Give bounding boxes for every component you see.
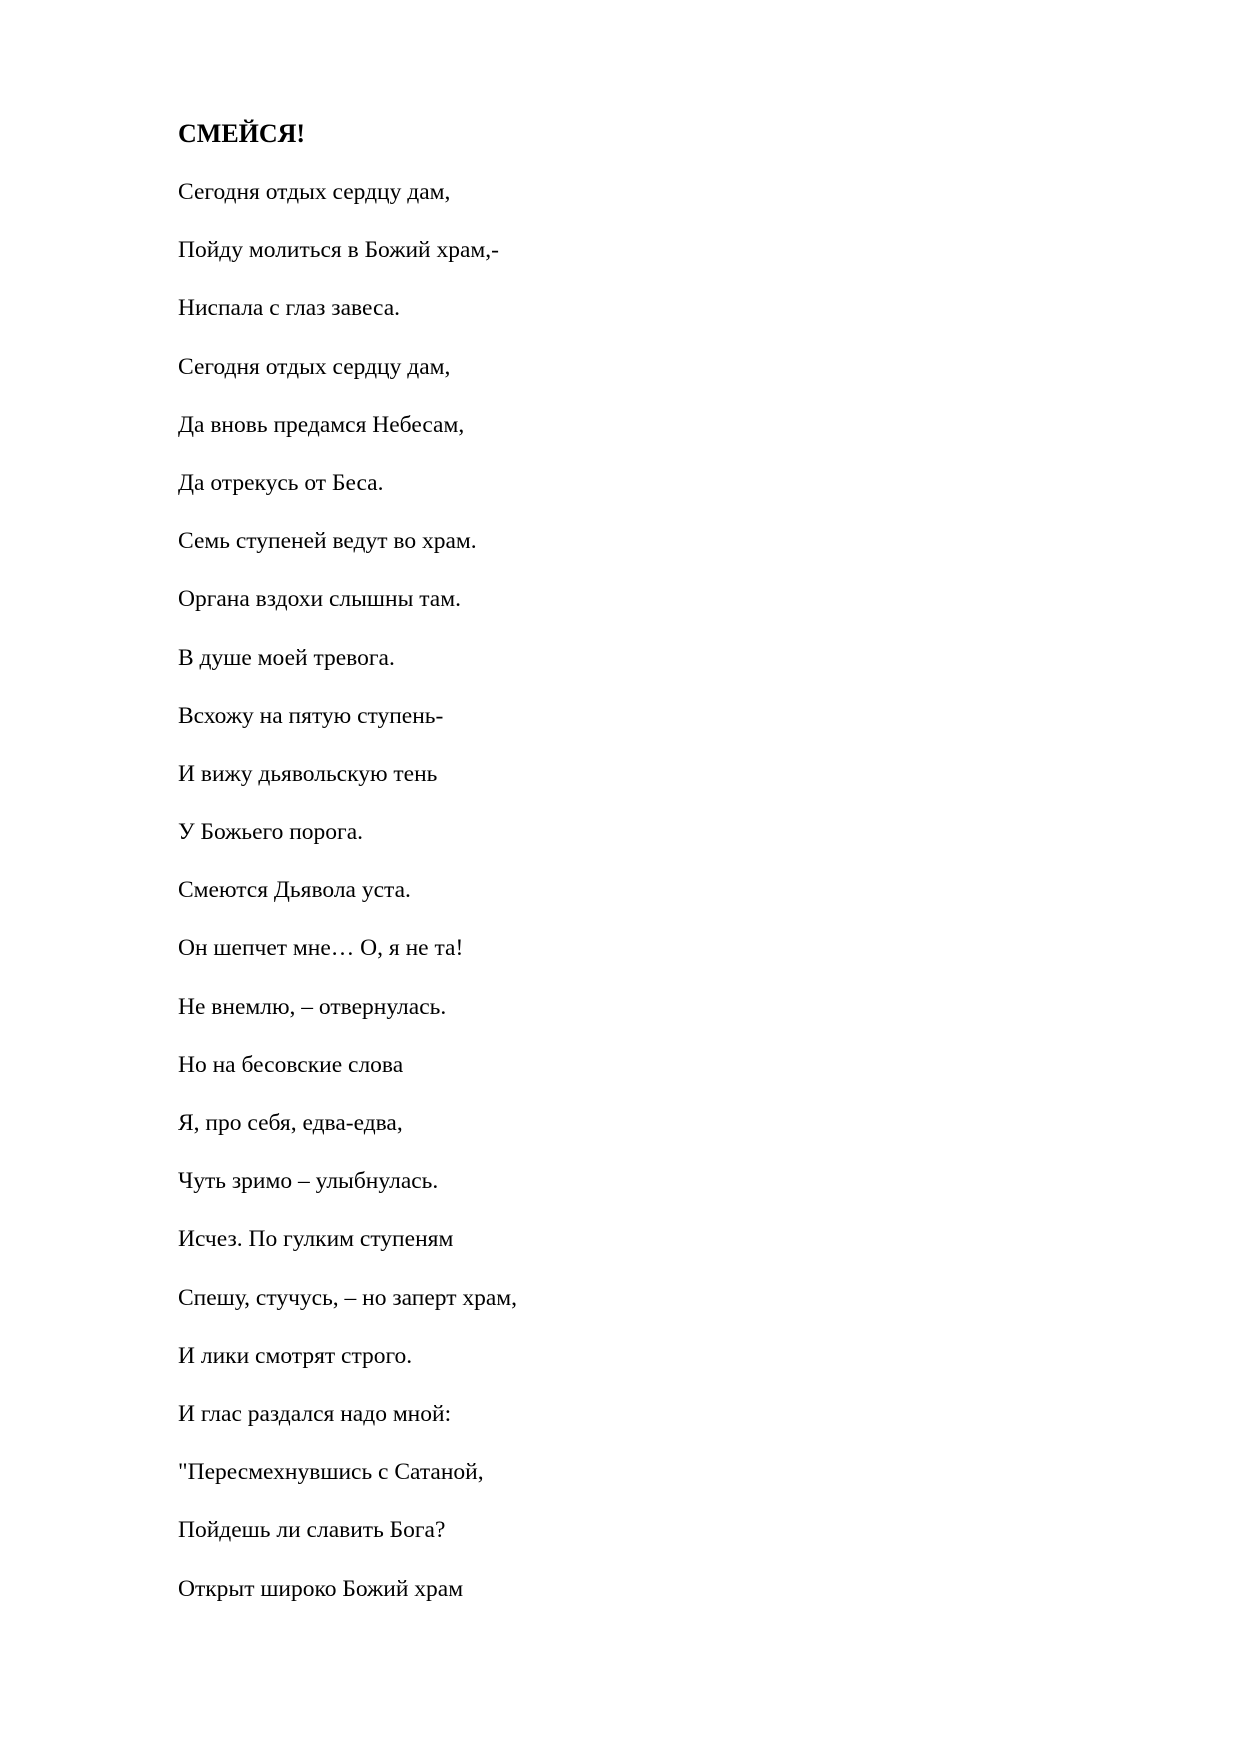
- poem-line: Спешу, стучусь, – но заперт храм,: [178, 1284, 518, 1311]
- poem-line: Открыт широко Божий храм: [178, 1575, 464, 1602]
- poem-line: Я, про себя, едва-едва,: [178, 1110, 403, 1136]
- poem-line: Органа вздохи слышны там.: [178, 586, 461, 613]
- poem-line: "Пересмехнувшись с Сатаной,: [178, 1459, 484, 1486]
- poem-line: Не внемлю, – отвернулась.: [178, 993, 447, 1020]
- poem-line: Но на бесовские слова: [178, 1051, 404, 1078]
- poem-line: Пойду молиться в Божий храм,-: [178, 237, 499, 264]
- poem-line: Он шепчет мне… О, я не та!: [178, 935, 464, 962]
- poem-line: Исчез. По гулким ступеням: [178, 1226, 454, 1253]
- poem-line: Семь ступеней ведут во храм.: [178, 528, 477, 555]
- poem-line: И лики смотрят строго.: [178, 1342, 413, 1369]
- poem-line: Смеются Дьявола уста.: [178, 877, 411, 904]
- poem-line: И глас раздался надо мной:: [178, 1400, 452, 1427]
- poem-line: Да вновь предамся Небесам,: [178, 411, 465, 438]
- poem-title: СМЕЙСЯ!: [178, 119, 306, 148]
- poem-line: Чуть зримо – улыбнулась.: [178, 1168, 439, 1195]
- poem-line: В душе моей тревога.: [178, 644, 395, 671]
- poem-line: Сегодня отдых сердцу дам,: [178, 353, 451, 380]
- poem-line: Ниспала с глаз завеса.: [178, 295, 400, 322]
- poem-line: Да отрекусь от Беса.: [178, 469, 384, 496]
- poem-line: У Божьего порога.: [178, 819, 364, 846]
- poem-line: И вижу дьявольскую тень: [178, 760, 438, 787]
- poem-body: [178, 177, 517, 1632]
- poem-line: Пойдешь ли славить Бога?: [178, 1517, 446, 1544]
- poem-line: Сегодня отдых сердцу дам,: [178, 179, 451, 205]
- poem-line: Всхожу на пятую ступень-: [178, 702, 444, 729]
